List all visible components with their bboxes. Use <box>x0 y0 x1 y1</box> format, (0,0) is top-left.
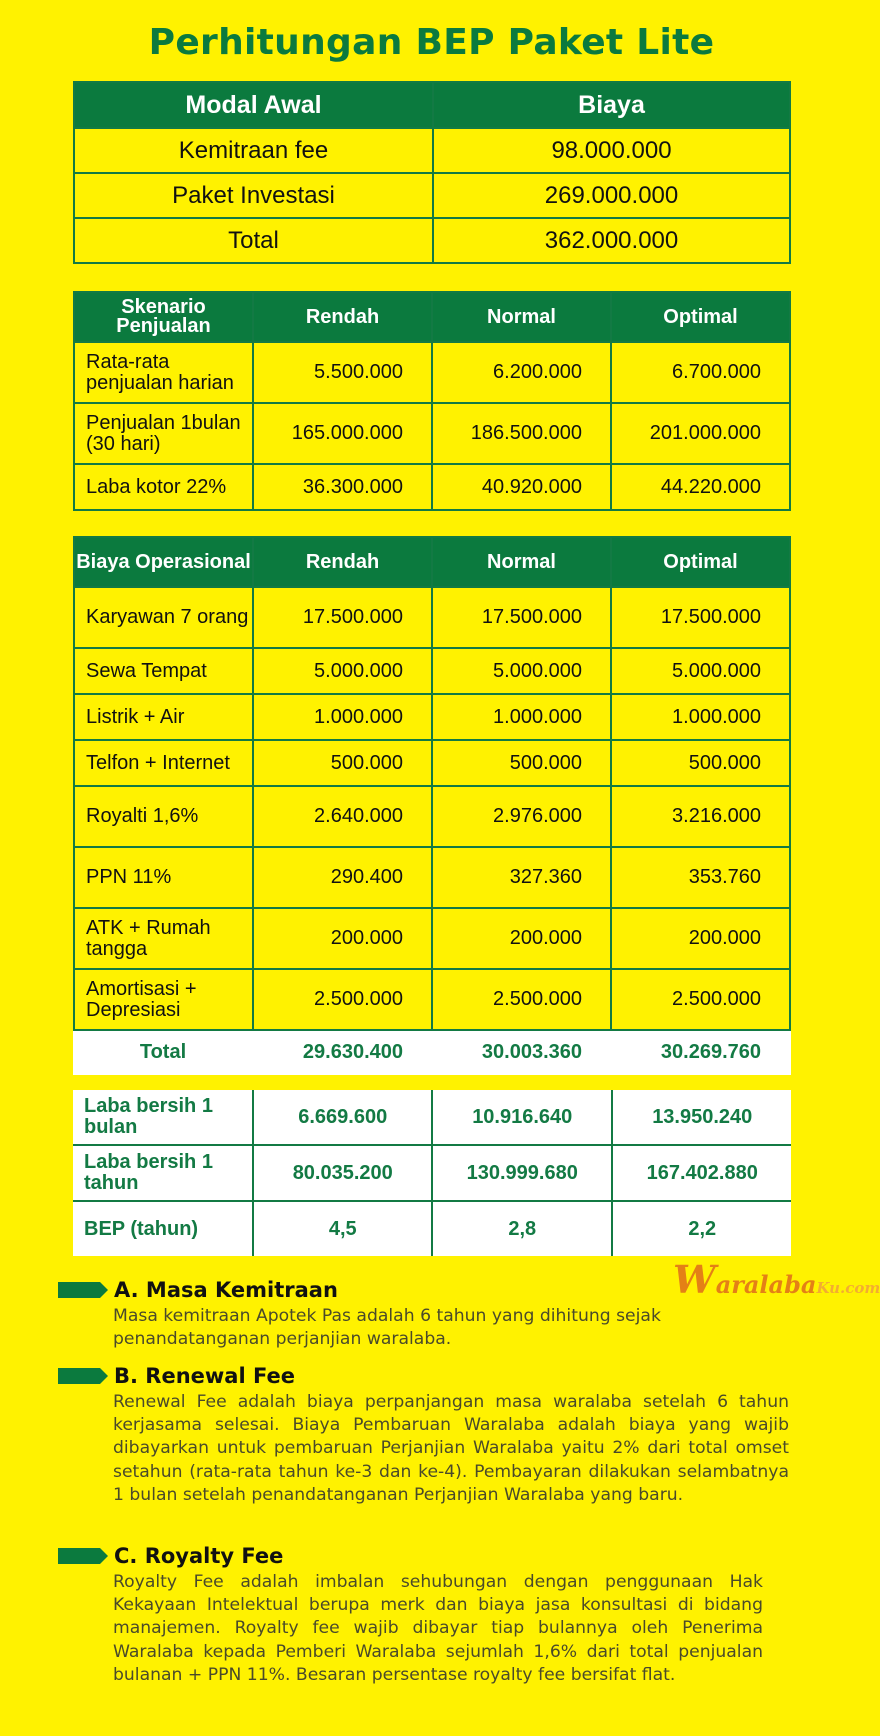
table-row <box>73 1090 791 1145</box>
table-row <box>74 587 790 648</box>
table-row <box>74 648 790 694</box>
column-header: Optimal <box>611 292 790 342</box>
column-header: Normal <box>432 537 611 587</box>
laba-bep-table <box>73 1090 791 1256</box>
arrow-icon <box>58 1548 108 1564</box>
row-label: Total <box>74 218 433 263</box>
cell-value: 362.000.000 <box>433 218 790 263</box>
cell-value: 2.640.000 <box>253 786 432 847</box>
cell-value: 5.000.000 <box>253 648 432 694</box>
cell-value: 327.360 <box>432 847 611 908</box>
cell-value: 6.669.600 <box>253 1090 433 1145</box>
table-row <box>74 128 790 173</box>
cell-value: 6.200.000 <box>432 342 611 403</box>
column-header: Rendah <box>253 537 432 587</box>
section-masa-kemitraan <box>58 1277 788 1351</box>
cell-value: 500.000 <box>611 740 790 786</box>
cell-value: 44.220.000 <box>611 464 790 510</box>
cell-value: 17.500.000 <box>432 587 611 648</box>
cell-value: 10.916.640 <box>432 1090 612 1145</box>
table-row <box>73 1201 791 1256</box>
cell-value: 500.000 <box>432 740 611 786</box>
table-row <box>73 1145 791 1201</box>
biaya-operasional-table <box>73 536 791 1075</box>
page-title: Perhitungan BEP Paket Lite <box>148 22 715 63</box>
cell-value: 4,5 <box>253 1201 433 1256</box>
cell-value: 36.300.000 <box>253 464 432 510</box>
cell-value: 13.950.240 <box>612 1090 792 1145</box>
cell-value: 98.000.000 <box>433 128 790 173</box>
cell-value: 5.000.000 <box>432 648 611 694</box>
table-row <box>74 694 790 740</box>
table-row <box>74 218 790 263</box>
cell-value: 500.000 <box>253 740 432 786</box>
table-header-row <box>74 537 790 587</box>
column-header: Normal <box>432 292 611 342</box>
cell-value: 2,8 <box>432 1201 612 1256</box>
row-label: Amortisasi + Depresiasi <box>74 969 253 1030</box>
cell-value: 5.500.000 <box>253 342 432 403</box>
cell-value: 17.500.000 <box>611 587 790 648</box>
cell-value: 2.500.000 <box>432 969 611 1030</box>
cell-value: 2.976.000 <box>432 786 611 847</box>
table-header-row <box>74 82 790 128</box>
section-body: Royalty Fee adalah imbalan sehubungan dengan penggunaan Hak Kekayaan Intelektual berupa merk dan biaya jasa konsultasi di bidang manajemen. Royalty fee wajib dibayar tiap bulannya oleh Penerima Waralaba kepada Pemberi Waralaba sejumlah 1,6% dari total penjualan bulanan + PPN 11%. Besaran persentase royalty fee bersifat flat. <box>113 1572 763 1685</box>
table-row <box>74 847 790 908</box>
cell-value: 130.999.680 <box>432 1145 612 1201</box>
cell-value: 200.000 <box>611 908 790 969</box>
cell-value: 1.000.000 <box>432 694 611 740</box>
row-label: Total <box>74 1030 253 1074</box>
section-title: C. Royalty Fee <box>114 1544 284 1568</box>
row-label: PPN 11% <box>74 847 253 908</box>
section-body: Masa kemitraan Apotek Pas adalah 6 tahun yang dihitung sejak penandatanganan perjanjian waralaba. <box>113 1306 661 1350</box>
cell-value: 201.000.000 <box>611 403 790 464</box>
column-header: Optimal <box>611 537 790 587</box>
cell-value: 200.000 <box>432 908 611 969</box>
cell-value: 3.216.000 <box>611 786 790 847</box>
column-header: Biaya <box>433 82 790 128</box>
cell-value: 269.000.000 <box>433 173 790 218</box>
row-label: Laba bersih 1 bulan <box>73 1090 253 1145</box>
cell-value: 186.500.000 <box>432 403 611 464</box>
table-row <box>74 173 790 218</box>
column-header: Modal Awal <box>74 82 433 128</box>
table-row <box>74 786 790 847</box>
cell-value: 29.630.400 <box>253 1030 432 1074</box>
arrow-icon <box>58 1282 108 1298</box>
row-label: Karyawan 7 orang <box>74 587 253 648</box>
row-label: Penjualan 1bulan (30 hari) <box>74 403 253 464</box>
row-label: Royalti 1,6% <box>74 786 253 847</box>
column-header: Biaya Operasional <box>74 537 253 587</box>
column-header: Rendah <box>253 292 432 342</box>
row-label: BEP (tahun) <box>84 1217 199 1240</box>
table-row <box>74 969 790 1030</box>
row-label: Sewa Tempat <box>74 648 253 694</box>
table-row <box>74 464 790 510</box>
table-row <box>74 908 790 969</box>
row-label: Listrik + Air <box>74 694 253 740</box>
waralabaku-watermark: WaralabaKu.com <box>673 1257 880 1302</box>
modal-awal-table <box>73 81 791 264</box>
total-row <box>74 1030 790 1074</box>
cell-value: 30.269.760 <box>611 1030 790 1074</box>
cell-value: 2,2 <box>612 1201 792 1256</box>
cell-value: 290.400 <box>253 847 432 908</box>
column-header: Skenario Penjualan <box>74 292 253 342</box>
cell-value: 200.000 <box>253 908 432 969</box>
section-title: A. Masa Kemitraan <box>114 1278 338 1302</box>
cell-value: 6.700.000 <box>611 342 790 403</box>
table-row <box>74 342 790 403</box>
cell-value: 165.000.000 <box>253 403 432 464</box>
section-title: B. Renewal Fee <box>114 1364 295 1388</box>
cell-value: 167.402.880 <box>612 1145 792 1201</box>
cell-value: 353.760 <box>611 847 790 908</box>
cell-value: 17.500.000 <box>253 587 432 648</box>
table-row <box>74 740 790 786</box>
cell-value: 40.920.000 <box>432 464 611 510</box>
row-label: ATK + Rumah tangga <box>74 908 253 969</box>
section-royalty-fee <box>58 1543 788 1687</box>
cell-value: 1.000.000 <box>253 694 432 740</box>
row-label: Paket Investasi <box>74 173 433 218</box>
row-label: Laba kotor 22% <box>74 464 253 510</box>
section-body: Renewal Fee adalah biaya perpanjangan masa waralaba setelah 6 tahun kerjasama selesai. Biaya Pembaruan Waralaba adalah biaya yang wajib dibayarkan untuk pembaruan Perjanjian Waralaba yaitu 2% dari total omset setahun (rata-rata tahun ke-3 dan ke-4). Pembayaran dilakukan selambatnya 1 bulan setelah penandatanganan Perjanjian Waralaba yang baru. <box>113 1392 789 1505</box>
table-row <box>74 403 790 464</box>
row-label: Laba bersih 1 tahun <box>73 1145 253 1201</box>
arrow-icon <box>58 1368 108 1384</box>
table-header-row <box>74 292 790 342</box>
row-label: Rata-rata penjualan harian <box>74 342 253 403</box>
row-label: Telfon + Internet <box>74 740 253 786</box>
row-label: Kemitraan fee <box>74 128 433 173</box>
cell-value: 5.000.000 <box>611 648 790 694</box>
cell-value: 2.500.000 <box>611 969 790 1030</box>
skenario-penjualan-table <box>73 291 791 511</box>
section-renewal-fee <box>58 1363 788 1507</box>
cell-value: 2.500.000 <box>253 969 432 1030</box>
cell-value: 1.000.000 <box>611 694 790 740</box>
cell-value: 80.035.200 <box>253 1145 433 1201</box>
cell-value: 30.003.360 <box>432 1030 611 1074</box>
